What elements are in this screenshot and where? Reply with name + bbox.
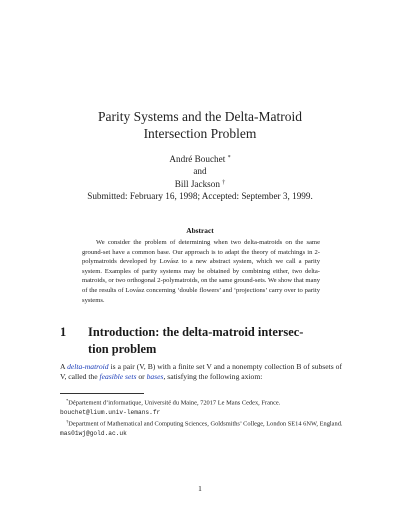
author-block [0,152,400,202]
abstract-text: We consider the problem of determining when two delta-matroids on the same ground-set have a common base. Our approach is to adapt the theory of matchings in 2-polymatroids developed by Lovász to a new abstract system, which we call a parity system. Examples of parity systems may be obtained by combining either, two delta-matroids, or two orthogonal 2-polymatroids, on the same ground-sets. We show that many of the results of Lovász concerning ‘double flowers’ and ‘projections’ carry over to parity systems. [82,239,320,304]
footnote-1-email[interactable]: bouchet@lium.univ-lemans.fr [60,408,161,416]
footnote-2-email[interactable]: mas01wj@gold.ac.uk [60,429,127,437]
intro-text-3: or [138,372,145,382]
section-title-line-2: tion problem [88,342,157,356]
author-1-name: André Bouchet [169,154,226,164]
intro-paragraph [60,362,342,383]
author-2-name: Bill Jackson [174,179,220,189]
paper-title [0,108,400,142]
footnote-1 [60,396,346,417]
section-number: 1 [60,325,67,339]
intro-text-2: is a pair (V, B) with a finite set V and a nonempty collection B of subsets of V, called the [60,362,342,382]
author-1 [0,152,400,165]
footnote-1-mark: * [66,398,69,403]
section-heading [60,324,350,358]
title-line-1: Parity Systems and the Delta-Matroid [98,109,302,124]
footnotes [60,396,346,438]
footnote-2 [60,417,346,438]
footnote-2-text: Department of Mathematical and Computing Sciences, Goldsmiths’ College, London SE14 6NW, England. [68,420,343,428]
title-line-2: Intersection Problem [143,126,257,141]
intro-text-1: A [60,362,66,371]
page-number: 1 [198,484,202,493]
section-title-line-1: Introduction: the delta-matroid intersec- [88,325,304,339]
author-1-footnote-mark: * [227,155,231,161]
delta-matroid-link[interactable]: delta-matroid [67,362,109,371]
author-2-footnote-mark: † [222,180,226,186]
abstract-heading: Abstract [186,226,214,235]
submission-dates: Submitted: February 16, 1998; Accepted: September 3, 1999. [87,191,313,201]
feasible-sets-link[interactable]: feasible sets [99,372,137,382]
section-heading-line-1 [60,324,350,341]
author-conjunction: and [193,166,207,176]
footnote-2-mark: † [66,418,69,424]
intro-text-4: , satisfying the following axiom: [163,372,263,382]
author-2 [0,177,400,190]
bases-link[interactable]: bases [146,372,164,382]
footnote-rule [60,393,144,394]
footnote-1-text: Département d’informatique, Université du Maine, 72017 Le Mans Cedex, France. [68,399,281,407]
